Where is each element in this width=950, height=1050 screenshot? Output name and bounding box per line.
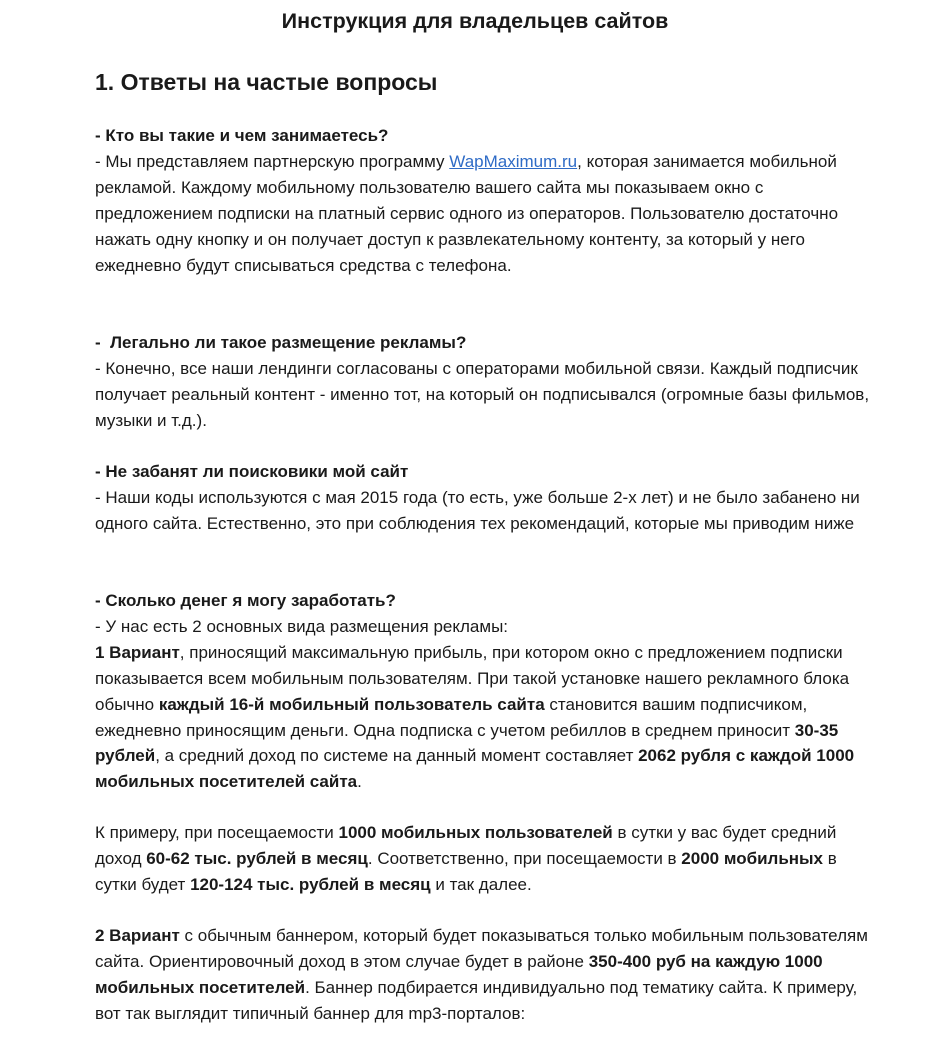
example-highlight: 120-124 тыс. рублей в месяц — [190, 874, 431, 894]
variant-1-label: 1 Вариант — [95, 642, 180, 662]
example-highlight: 2000 мобильных — [681, 848, 824, 868]
variant-1-text: , приносящий максимальную прибыль, при котором окно с предложением подписки показывается всем мобильным пользователям. При такой установке нашего рекламного блока обычно — [95, 642, 850, 714]
example-text-part: в сутки будет — [95, 848, 837, 894]
variant-1-paragraph — [95, 640, 870, 795]
variant-2-text — [95, 923, 870, 1027]
example-text-part: и так далее. — [430, 874, 532, 894]
variant-2-highlight: 350-400 руб на каждую 1000 мобильных посетителей — [95, 951, 823, 997]
faq-answer: - У нас есть 2 основных вида размещения рекламы: — [95, 616, 509, 636]
faq-item-who-are-you — [95, 123, 870, 278]
variant-1-highlight: 30-35 рублей — [95, 720, 839, 766]
variant-1-highlight: 2062 рубля с каждой 1000 мобильных посетителей сайта — [95, 746, 855, 792]
variant-2-label: 2 Вариант — [95, 926, 180, 945]
faq-answer: - Наши коды используются с мая 2015 года (то есть, уже больше 2-х лет) и не было забанено ни одного сайта. Естественно, это при соблюдения тех рекомендаций, которые мы приводим ниже — [95, 487, 860, 533]
example-highlight: 1000 мобильных пользователей — [338, 823, 613, 842]
variant-2-text-part: с обычным баннером, который будет показываться только мобильным пользователям сайта. Ориентировочный доход в этом случае будет в районе — [95, 926, 868, 971]
faq-answer: - Конечно, все наши лендинги согласованы с операторами мобильной связи. Каждый подписчик получает реальный контент - именно тот, на который он подписывался (огромные базы фильмов, музыки и т.д.). — [95, 358, 870, 430]
example-highlight: 60-62 тыс. рублей в месяц — [146, 848, 368, 868]
example-text-part: К примеру, при посещаемости — [95, 823, 339, 842]
faq-item-search-ban — [95, 459, 870, 537]
example-text — [95, 820, 870, 898]
faq-answer-text: , которая занимается мобильной рекламой. Каждому мобильному пользователю вашего сайта мы показываем окно с предложением подписки на платный сервис одного из операторов. Пользователю достаточно нажать одну кнопку и он получает доступ к развлекательному контенту, за который у него ежедневно будут списываться средства с телефона. — [95, 151, 839, 275]
variant-1-text: , а средний доход по системе на данный момент составляет — [155, 746, 639, 766]
faq-question: - Не забанят ли поисковики мой сайт — [95, 462, 409, 481]
variant-1-text: становится вашим подписчиком, ежедневно приносящим деньги. Одна подписка с учетом ребиллов в среднем приносит — [95, 694, 808, 740]
faq-item-legality — [95, 330, 870, 434]
faq-answer-text: - Мы представляем партнерскую программу — [95, 151, 450, 171]
faq-item-earnings — [95, 588, 870, 795]
faq-answer — [95, 149, 870, 279]
variant-2-text-part: . Баннер подбирается индивидуально под тематику сайта. К примеру, вот так выглядит типичный баннер для mp3-порталов: — [95, 977, 858, 1023]
faq-question: - Кто вы такие и чем занимаетесь? — [95, 126, 389, 145]
document-title: Инструкция для владельцев сайтов — [281, 9, 669, 33]
faq-question: - Сколько денег я могу заработать? — [95, 591, 396, 610]
example-paragraph — [95, 820, 870, 898]
wapmaximum-link[interactable]: WapMaximum.ru — [449, 151, 578, 171]
variant-2-paragraph — [95, 923, 870, 1027]
example-text-part: в сутки у вас будет средний доход — [95, 823, 837, 868]
faq-question: - Легально ли такое размещение рекламы? — [95, 333, 467, 352]
variant-1-highlight: каждый 16-й мобильный пользователь сайта — [158, 694, 545, 714]
example-text-part: . Соответственно, при посещаемости в — [367, 848, 682, 868]
variant-1-text: . — [357, 772, 362, 792]
section-title: 1. Ответы на частые вопросы — [95, 69, 438, 95]
